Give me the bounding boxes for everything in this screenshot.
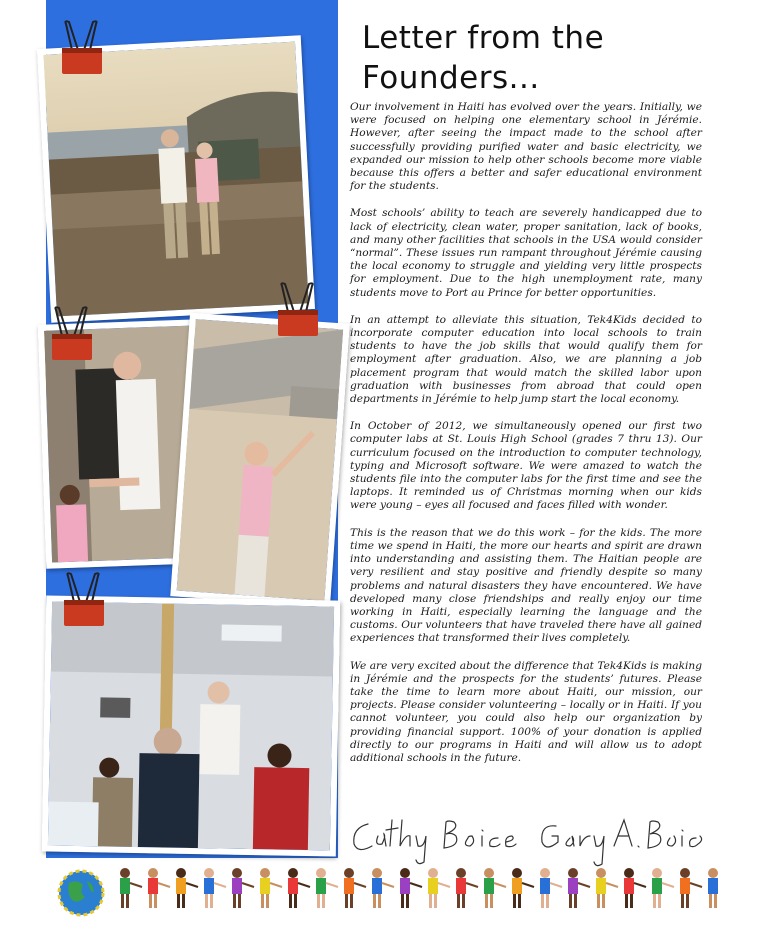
founder-signatures (348, 806, 708, 870)
letter-paragraph: We are very excited about the difference that Tek4Kids is making in Jérémie and the prospects for the students’ futures. Please take the time to learn more about Haiti, our mission, our projects. Please consider volunteering – locally or in Haiti. If you cannot volunteer, you could also help our organization by providing financial support. 100% of your donation is applied directly to our programs in Haiti and will allow us to adopt additional schools in the future. (350, 659, 702, 764)
footer-children-chain (55, 863, 735, 925)
binder-clip-icon (60, 20, 104, 80)
page-title (362, 18, 742, 98)
binder-clip-icon (50, 306, 94, 366)
letter-paragraph: In October of 2012, we simultaneously opened our first two computer labs at St. Louis High School (grades 7 thru 13). Our curriculum focused on the introduction to computer technology, typing and Microsoft software. We were amazed to watch the students file into the computer labs for the first time and see the laptops. It reminded us of Christmas morning when our kids were young – eyes all focused and faces filled with wonder. (350, 420, 702, 512)
globe-logo-icon (59, 871, 103, 915)
letter-paragraph: In an attempt to alleviate this situation, Tek4Kids decided to incorporate computer education into local schools to train students to have the job skills that would qualify them for employment after graduation. Also, we are planning a job placement program that would match the skilled labor upon graduation with businesses from abroad that could open departments in Jérémie to help jump start the local economy. (350, 313, 702, 406)
letter-paragraph: This is the reason that we do this work – for the kids. The more time we spend in Haiti, the more our hearts and spirit are drawn into understanding and assisting them. The Haitian people are very resilient and stay positive and friendly despite so many problems and natural disasters they have encountered. We have developed many close friendships and really enjoy our time working in Haiti, especially learning the language and the customs. Our volunteers that have traveled there have all gained experiences that transformed their lives completely. (350, 526, 702, 645)
letter-body (350, 101, 702, 779)
letter-paragraph: Most schools’ ability to teach are severely handicapped due to lack of electricity, clean water, proper sanitation, lack of books, and many other facilities that schools in the USA would consider “normal”. These issues run rampant throughout Jérémie causing the local economy to struggle and yielding very little prospects for employment. Due to the high unemployment rate, many students move to Port au Prince for better opportunities. (350, 207, 702, 299)
photo-founder-painting (170, 313, 349, 607)
title-line-1: Letter from the (362, 20, 605, 56)
binder-clip-icon (62, 572, 106, 632)
title-line-2: Founders... (362, 60, 540, 96)
photo-volunteers-working (42, 595, 340, 856)
letter-paragraph: Our involvement in Haiti has evolved over the years. Initially, we were focused on helping one elementary school in Jérémie. However, after seeing the impact made to the school after successfully providing purified water and basic electricity, we expanded our mission to help other schools become more viable because this offers a better and safer educational environment for the students. (350, 101, 702, 193)
binder-clip-icon (276, 282, 320, 342)
